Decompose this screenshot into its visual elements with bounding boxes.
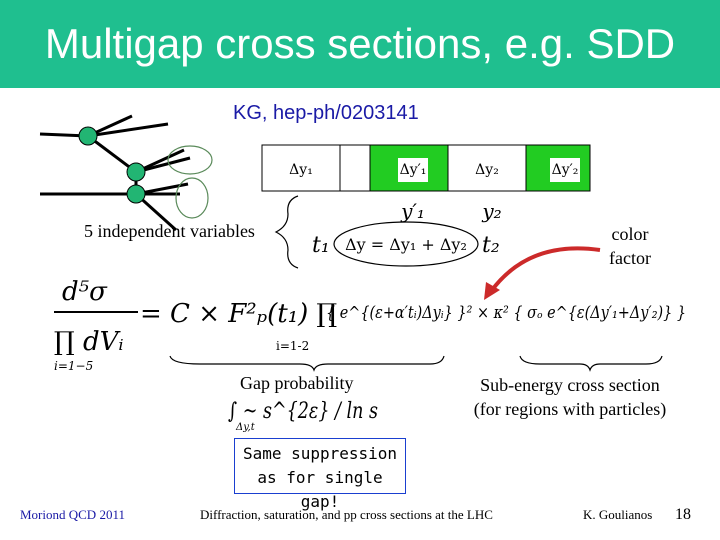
sub-energy-line1: Sub-energy cross section bbox=[480, 375, 660, 395]
independent-variables-label: 5 independent variables bbox=[84, 221, 255, 241]
footer-conference: Moriond QCD 2011 bbox=[20, 507, 125, 522]
page-number: 18 bbox=[675, 506, 691, 523]
feynman-diagram-icon bbox=[40, 116, 190, 230]
delta-y-relation: Δy = Δy₁ + Δy₂ bbox=[345, 235, 467, 254]
callout-line1: Same suppression bbox=[242, 444, 398, 463]
variable-t1: t₁ bbox=[312, 233, 330, 258]
lhs-denominator: ∏ dVᵢ bbox=[54, 327, 124, 357]
cross-section-equation bbox=[54, 277, 686, 373]
lhs-numerator: d⁵σ bbox=[62, 277, 107, 307]
slide-title: Multigap cross sections, e.g. SDD bbox=[44, 20, 676, 67]
sub-energy-label bbox=[452, 373, 688, 421]
suppression-callout bbox=[234, 438, 406, 511]
reference-citation: KG, hep-ph/0203141 bbox=[233, 102, 419, 124]
sub-energy-line2: (for regions with particles) bbox=[473, 399, 667, 419]
footer-talk-title: Diffraction, saturation, and pp cross sections at the LHC bbox=[200, 507, 493, 522]
rhs-exponential: { e^{(ε+α′tᵢ)Δyᵢ} }² × κ² { σₒ e^{ε(Δy′₁+Δy′₂)} } bbox=[326, 303, 686, 323]
lhs-index: i=1−5 bbox=[54, 359, 94, 373]
footer-author: K. Goulianos bbox=[583, 507, 653, 522]
gap-probability-label: Gap probability bbox=[240, 373, 354, 393]
rhs-index: i=1-2 bbox=[276, 339, 310, 353]
vertex-dot bbox=[127, 163, 145, 181]
color-factor-label: color factor bbox=[609, 224, 651, 268]
gap-ellipse-upper bbox=[168, 146, 212, 174]
brace-icon bbox=[520, 356, 662, 370]
rhs-main: = C × F²ₚ(t₁) ∏ bbox=[140, 299, 338, 329]
callout-line2: as for single gap! bbox=[257, 468, 383, 511]
gap-relation-subscript: Δy,t bbox=[236, 422, 255, 433]
table-label: Δy′₂ bbox=[551, 162, 579, 178]
brace-icon bbox=[170, 356, 444, 370]
lower-label-y1prime: y′₁ bbox=[401, 199, 425, 223]
gap-relation: ∫ ~ s^{2ε} / ln s bbox=[228, 399, 378, 424]
variable-t2: t₂ bbox=[482, 233, 500, 258]
rapidity-table bbox=[262, 145, 590, 223]
gap-ellipse-lower bbox=[176, 178, 208, 218]
table-label: Δy′₁ bbox=[399, 162, 427, 178]
brace-icon bbox=[276, 196, 298, 268]
curved-arrow-icon bbox=[492, 248, 600, 290]
table-label: Δy₁ bbox=[289, 162, 313, 178]
vertex-dot bbox=[79, 127, 97, 145]
vertex-dot bbox=[127, 185, 145, 203]
lower-label-y2: y₂ bbox=[482, 199, 502, 223]
table-label: Δy₂ bbox=[475, 162, 499, 178]
